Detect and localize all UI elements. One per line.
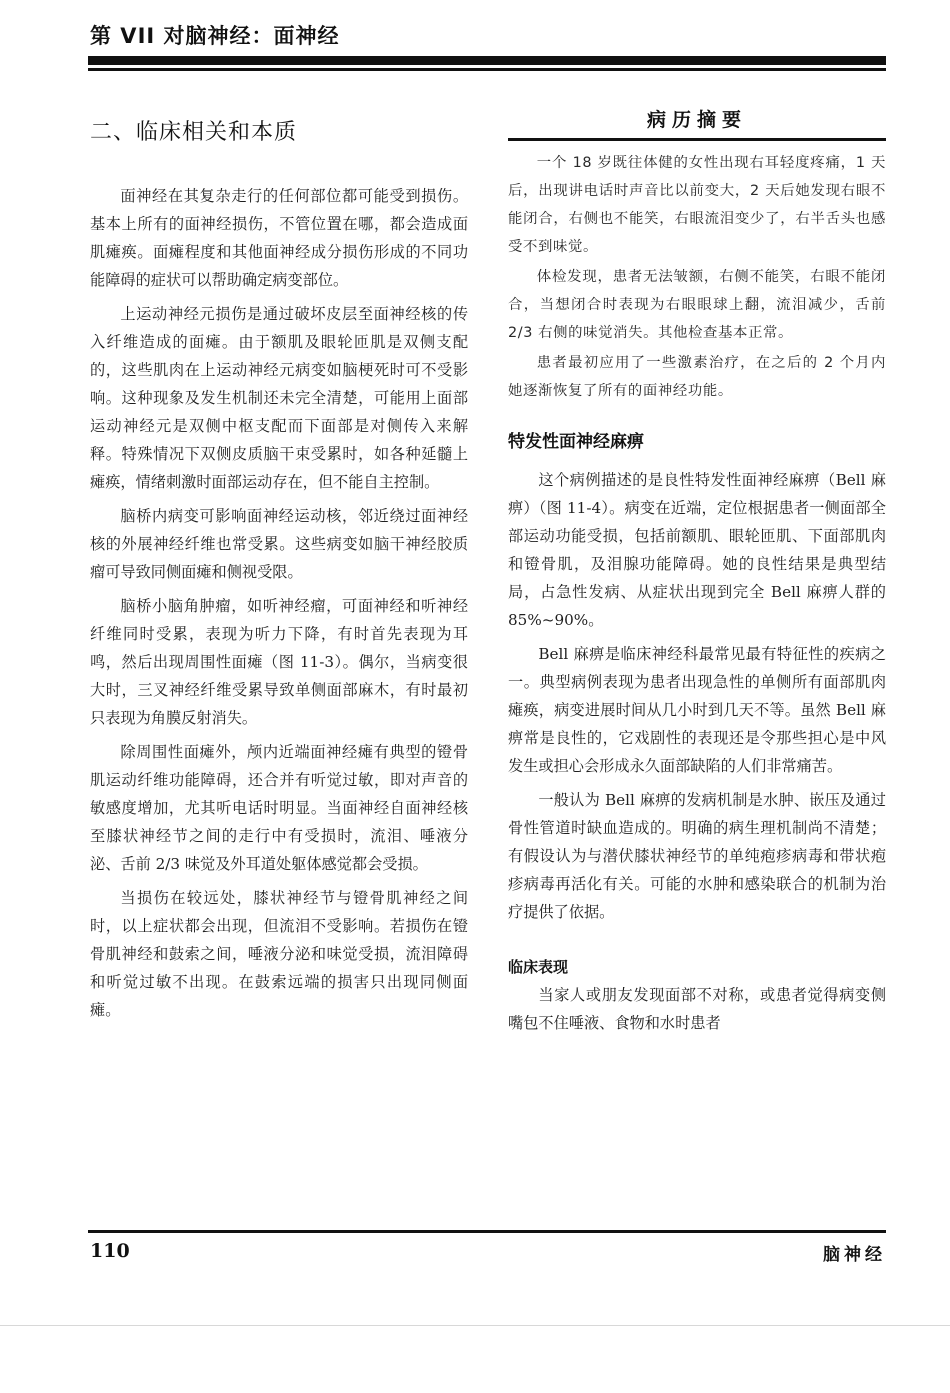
case-summary-title: 病历摘要	[508, 105, 886, 141]
body-paragraph: 除周围性面瘫外，颅内近端面神经瘫有典型的镫骨肌运动纤维功能障碍，还合并有听觉过敏，即对声音的敏感度增加，尤其听电话时明显。当面神经自面神经核至膝状神经节之间的走行中有受损时，流泪、唾液分泌、舌前 2/3 味觉及外耳道处躯体感觉都会受损。	[90, 743, 468, 873]
body-paragraph: 当家人或朋友发现面部不对称，或患者觉得病变侧嘴包不住唾液、食物和水时患者	[508, 986, 886, 1032]
body-paragraph: 脑桥内病变可影响面神经运动核，邻近绕过面神经核的外展神经纤维也常受累。这些病变如脑干神经胶质瘤可导致同侧面瘫和侧视受限。	[90, 507, 468, 581]
case-summary-box	[508, 105, 886, 405]
running-header-title: 第 VII 对脑神经：面神经	[90, 24, 340, 48]
header-rule-thick	[88, 56, 886, 65]
body-paragraph: 这个病例描述的是良性特发性面神经麻痹（Bell 麻痹）（图 11-4）。病变在近端，定位根据患者一侧面部全部运动功能受损，包括前额肌、眼轮匝肌、下面部肌肉和镫骨肌，及泪腺功能障碍。她的良性结果是典型结局，占急性发病、从症状出现到完全 Bell 麻痹人群的 85%~90%。	[508, 471, 886, 629]
running-footer-title: 脑神经	[823, 1245, 886, 1265]
case-paragraph: 体检发现，患者无法皱额，右侧不能笑，右眼不能闭合，当想闭合时表现为右眼眼球上翻，流泪减少，舌前 2/3 右侧的味觉消失。其他检查基本正常。	[508, 269, 886, 341]
footer-rule	[88, 1230, 886, 1233]
left-column	[90, 115, 468, 1030]
subheading-clinical-presentation: 临床表现	[508, 958, 569, 976]
case-paragraph: 患者最初应用了一些激素治疗，在之后的 2 个月内她逐渐恢复了所有的面神经功能。	[508, 355, 886, 399]
body-paragraph: 上运动神经元损伤是通过破坏皮层至面神经核的传入纤维造成的面瘫。由于额肌及眼轮匝肌是双侧支配的，这些肌肉在上运动神经元病变如脑梗死时可不受影响。这种现象及发生机制还未完全清楚，可能用上面部运动神经元是双侧中枢支配而下面部是对侧传入来解释。特殊情况下双侧皮质脑干束受累时，如各种延髓上瘫痪，情绪刺激时面部运动存在，但不能自主控制。	[90, 305, 468, 491]
body-paragraph: 一般认为 Bell 麻痹的发病机制是水肿、嵌压及通过骨性管道时缺血造成的。明确的病生理机制尚不清楚；有假设认为与潜伏膝状神经节的单纯疱疹病毒和带状疱疹病毒再活化有关。可能的水肿和感染联合的机制为治疗提供了依据。	[508, 791, 886, 921]
subheading-bell-palsy: 特发性面神经麻痹	[508, 432, 644, 452]
case-paragraph: 一个 18 岁既往体健的女性出现右耳轻度疼痛，1 天后，出现讲电话时声音比以前变大，2 天后她发现右眼不能闭合，右侧也不能笑，右眼流泪变少了，右半舌头也感受不到味觉。	[508, 155, 886, 255]
body-paragraph: Bell 麻痹是临床神经科最常见最有特征性的疾病之一。典型病例表现为患者出现急性的单侧所有面部肌肉瘫痪，病变进展时间从几小时到几天不等。虽然 Bell 麻痹常是良性的，它戏剧性的表现还是令那些担心是中风发生或担心会形成永久面部缺陷的人们非常痛苦。	[508, 645, 886, 775]
body-paragraph: 面神经在其复杂走行的任何部位都可能受到损伤。基本上所有的面神经损伤，不管位置在哪，都会造成面肌瘫痪。面瘫程度和其他面神经成分损伤形成的不同功能障碍的症状可以帮助确定病变部位。	[90, 187, 468, 289]
body-paragraph: 脑桥小脑角肿瘤，如听神经瘤，可面神经和听神经纤维同时受累，表现为听力下降，有时首先表现为耳鸣，然后出现周围性面瘫（图 11-3）。偶尔，当病变很大时，三叉神经纤维受累导致单侧面部麻木，有时最初只表现为角膜反射消失。	[90, 597, 468, 727]
scan-edge-line	[0, 1325, 950, 1326]
page-number: 110	[90, 1240, 130, 1262]
body-paragraph: 当损伤在较远处，膝状神经节与镫骨肌神经之间时，以上症状都会出现，但流泪不受影响。若损伤在镫骨肌神经和鼓索之间，唾液分泌和味觉受损，流泪障碍和听觉过敏不出现。在鼓索远端的损害只出现同侧面瘫。	[90, 889, 468, 1019]
section-title: 二、临床相关和本质	[90, 120, 298, 145]
header-rule-thin	[88, 68, 886, 71]
right-column	[508, 105, 886, 1043]
